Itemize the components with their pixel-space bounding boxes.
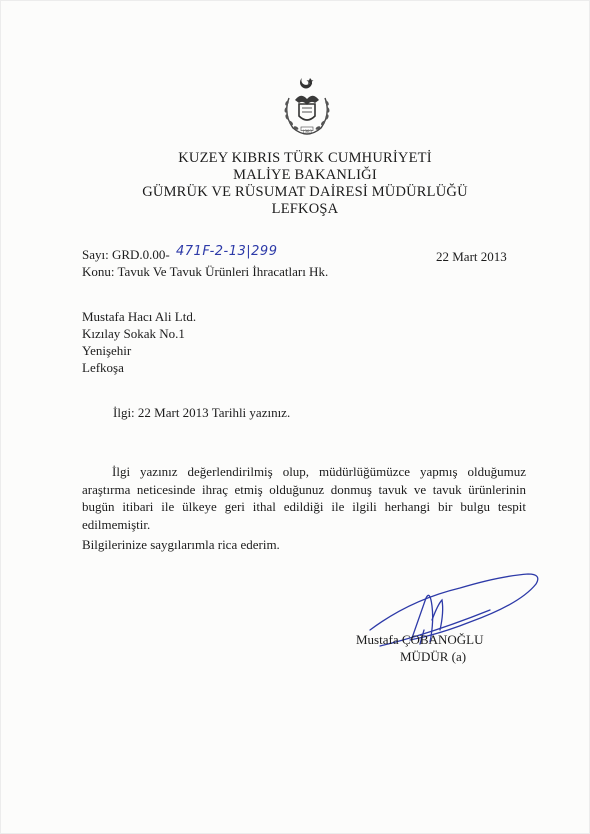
signatory-title: MÜDÜR (a) — [400, 649, 467, 664]
letter-date: 22 Mart 2013 — [436, 249, 507, 264]
handwritten-reference: 471F-2-13|299 — [176, 244, 278, 259]
recipient-city: Lefkoşa — [82, 360, 124, 375]
reference-number-label: Sayı: GRD.0.00- — [82, 247, 170, 262]
header-ministry: MALİYE BAKANLIĞI — [233, 167, 377, 183]
header-city: LEFKOŞA — [271, 201, 339, 217]
recipient-name: Mustafa Hacı Ali Ltd. — [82, 309, 197, 324]
subject-line: Konu: Tavuk Ve Tavuk Ürünleri İhracatları Hk. — [82, 264, 329, 279]
header-department: GÜMRÜK VE RÜSUMAT DAİRESİ MÜDÜRLÜĞÜ — [142, 184, 468, 200]
header-country: KUZEY KIBRIS TÜRK CUMHURİYETİ — [178, 150, 432, 166]
closing-line: Bilgilerinize saygılarımla rica ederim. — [82, 537, 280, 552]
signatory-name: Mustafa ÇOBANOĞLU — [356, 632, 484, 647]
recipient-district: Yenişehir — [82, 343, 132, 358]
reference-note: İlgi: 22 Mart 2013 Tarihli yazınız. — [113, 405, 291, 420]
body-paragraph — [82, 463, 526, 533]
emblem-year: 1983 — [302, 130, 312, 135]
state-emblem-icon — [275, 72, 339, 138]
recipient-street: Kızılay Sokak No.1 — [82, 326, 185, 341]
body-paragraph-text: İlgi yazınız değerlendirilmiş olup, müdürlüğümüzce yapmış olduğumuz araştırma neticesinde ihraç etmiş olduğunuz donmuş tavuk ve tavuk ürünlerinin bugün itibari ile ülkeye geri ithal edildiği ile ilgili herhangi bir bulgu tespit edilmemiştir. — [82, 464, 526, 532]
